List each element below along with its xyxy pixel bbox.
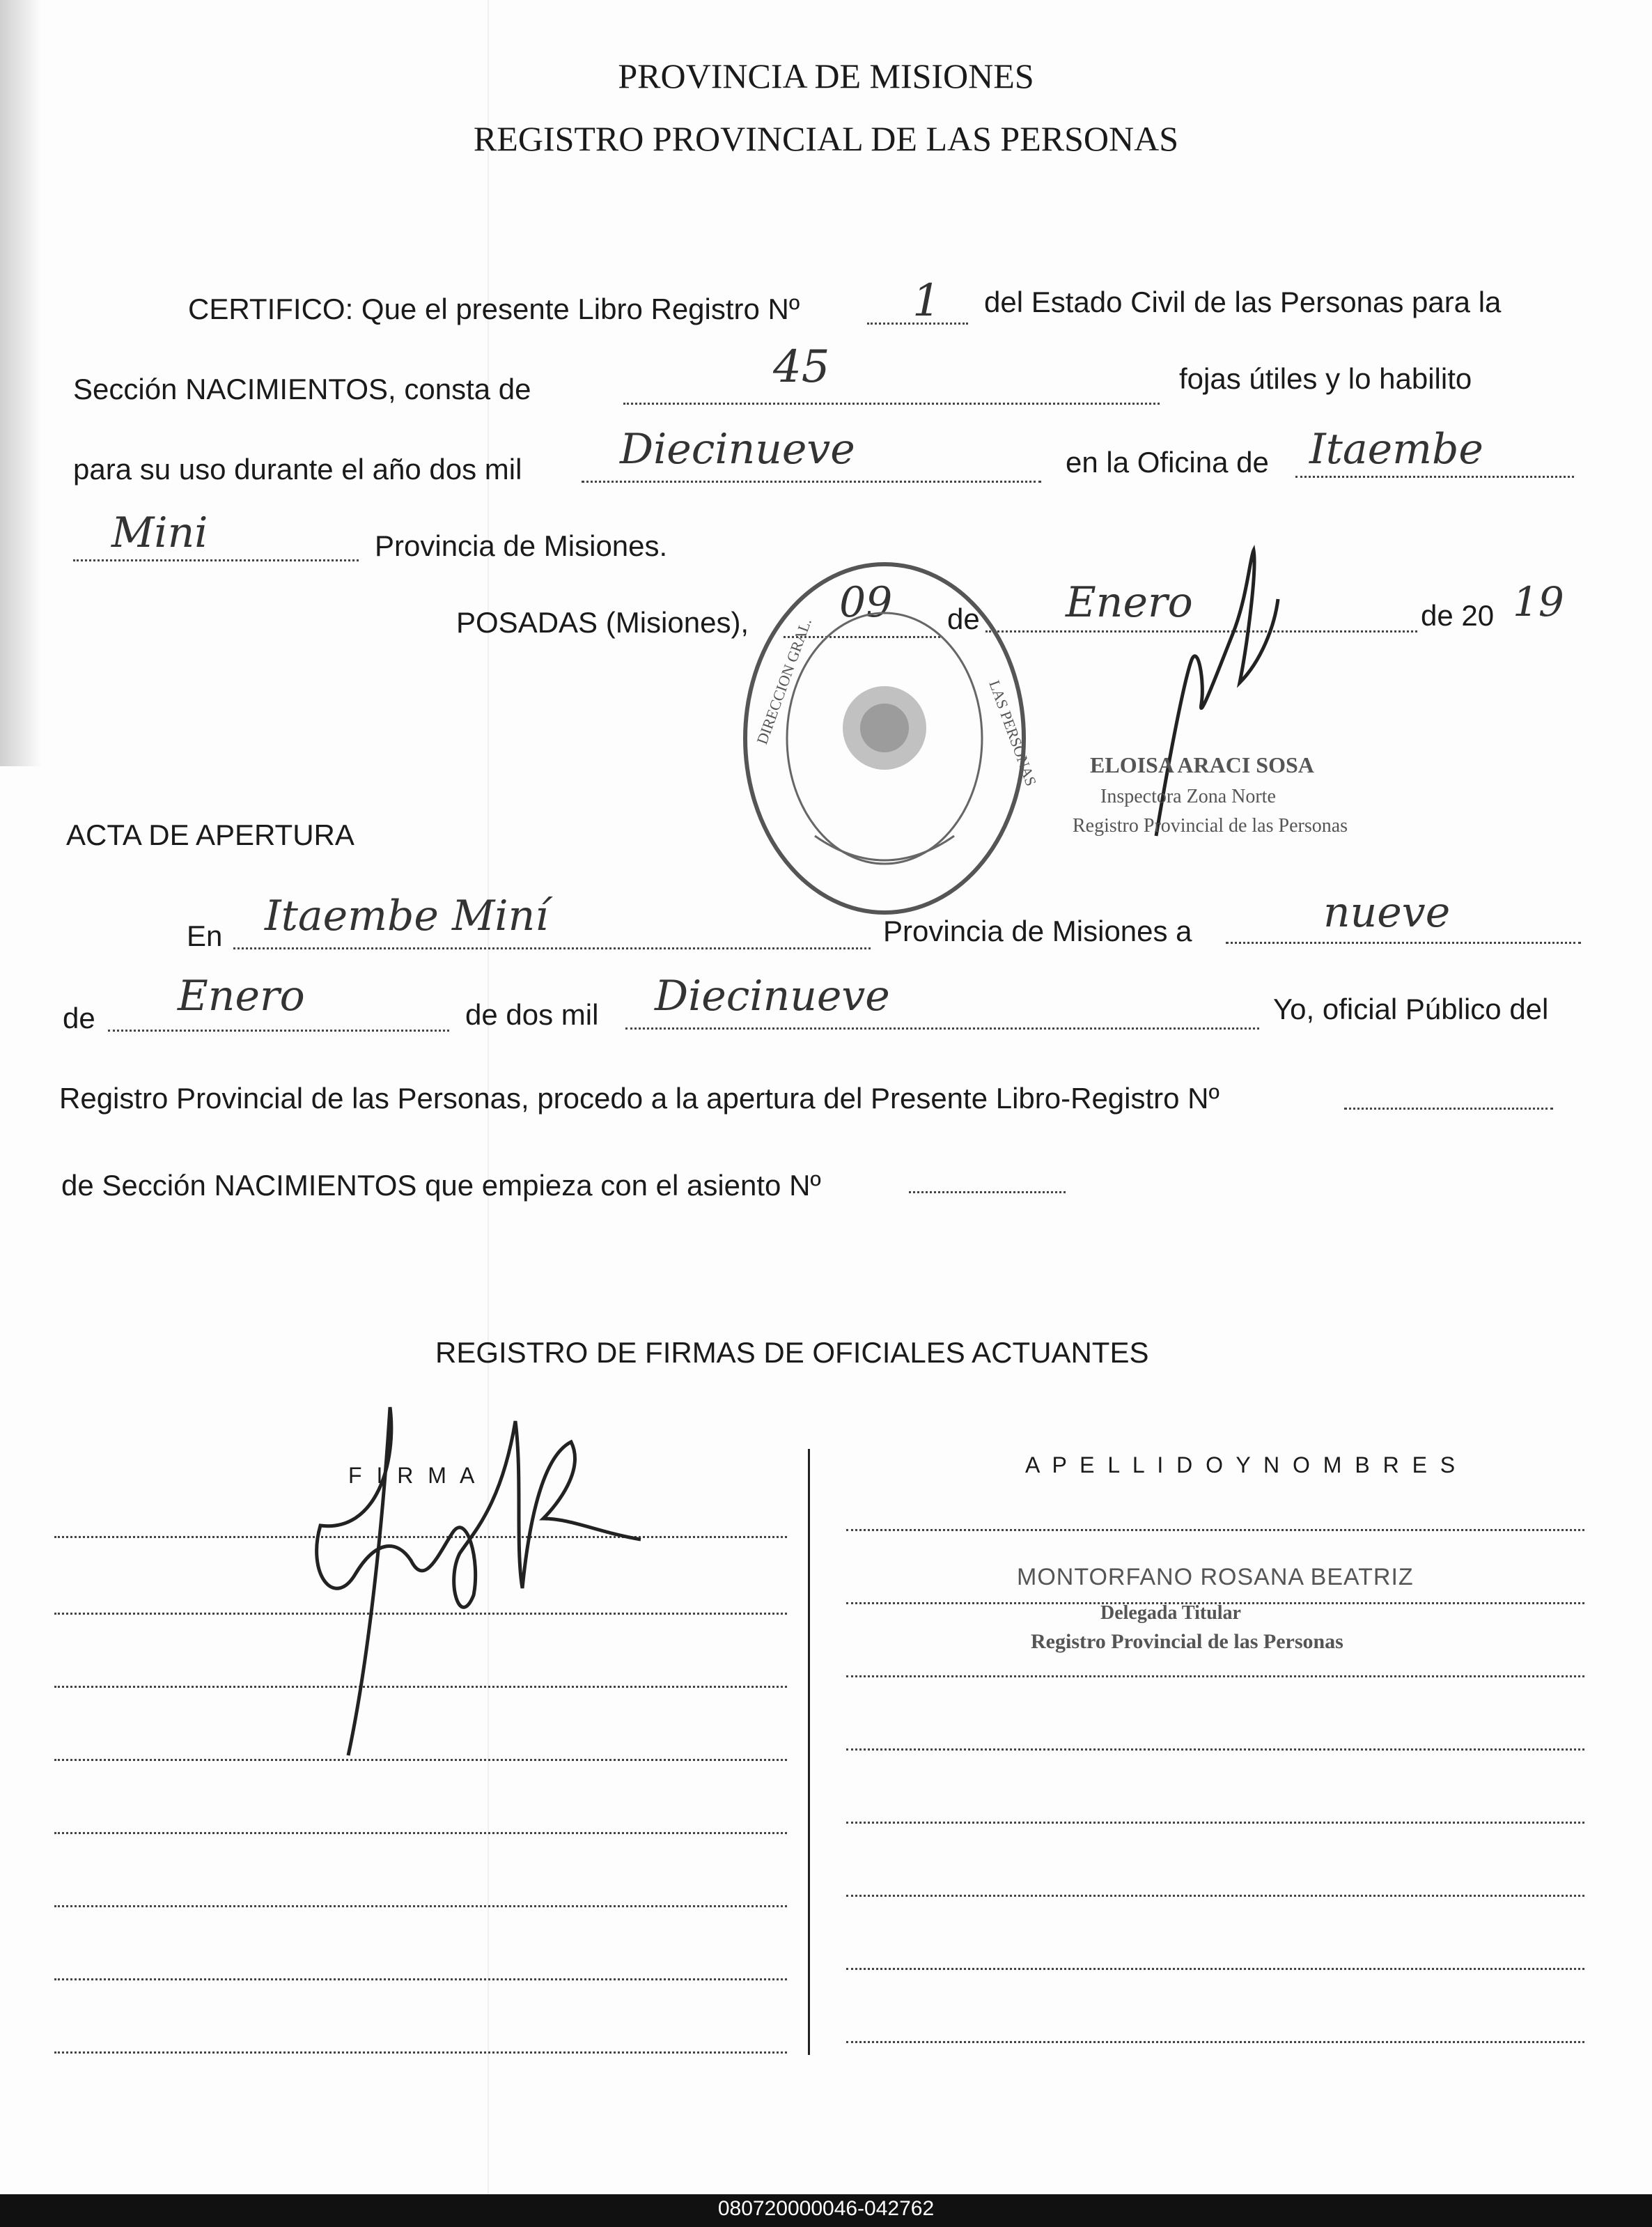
scan-shadow — [0, 0, 42, 766]
acta-line-2-mid: de dos mil — [465, 998, 599, 1031]
inspector-stamp-org: Registro Provincial de las Personas — [1073, 815, 1348, 837]
dotline-day-text — [1226, 942, 1581, 944]
apellido-row-8 — [846, 2041, 1584, 2043]
posadas-de: de — [947, 603, 980, 635]
header-province: PROVINCIA DE MISIONES — [618, 56, 1034, 95]
firma-row-8 — [54, 2051, 787, 2054]
acta-line-2-start: de — [63, 1002, 95, 1034]
handwritten-year: Diecinueve — [620, 425, 855, 474]
footer-code: 080720000046-042762 — [717, 2197, 935, 2220]
handwritten-libro-num: 1 — [912, 275, 941, 327]
acta-line-4: de Sección NACIMIENTOS que empieza con el asiento Nº — [61, 1169, 821, 1202]
certifico-line-3-mid: en la Oficina de — [1066, 446, 1269, 479]
delegate-stamp-name: MONTORFANO ROSANA BEATRIZ — [1017, 1564, 1414, 1590]
handwritten-fojas: 45 — [773, 341, 830, 393]
dotline-fojas — [623, 403, 1160, 405]
acta-title: ACTA DE APERTURA — [66, 818, 354, 851]
acta-line-1-mid: Provincia de Misiones a — [883, 915, 1192, 947]
dotline-libro-num-acta — [1344, 1108, 1553, 1110]
apellido-row-5 — [846, 1822, 1584, 1824]
handwritten-office-cont: Mini — [111, 509, 208, 557]
posadas-de20: de 20 — [1421, 599, 1495, 632]
firmas-col-firma: F I R M A — [348, 1463, 479, 1488]
firma-row-6 — [54, 1905, 787, 1907]
inspector-stamp-name: ELOISA ARACI SOSA — [1090, 752, 1314, 777]
handwritten-day: 09 — [839, 578, 893, 627]
handwritten-office: Itaembe — [1309, 425, 1483, 474]
certifico-line-3-start: para su uso durante el año dos mil — [73, 453, 522, 486]
certifico-line-2-end: fojas útiles y lo habilito — [1179, 362, 1472, 395]
signature-delegate — [293, 1379, 655, 1769]
apellido-row-3 — [846, 1675, 1584, 1677]
handwritten-acta-month: Enero — [178, 972, 305, 1021]
handwritten-year-short: 19 — [1513, 578, 1564, 626]
firma-row-5 — [54, 1832, 787, 1834]
handwritten-acta-year: Diecinueve — [655, 972, 890, 1021]
firmas-column-divider — [808, 1449, 810, 2055]
apellido-row-1 — [846, 1529, 1584, 1531]
firma-row-7 — [54, 1978, 787, 1980]
dotline-office-cont — [73, 559, 359, 561]
acta-line-3: Registro Provincial de las Personas, procedo a la apertura del Presente Libro-Registro Nº — [59, 1082, 1219, 1115]
apellido-row-7 — [846, 1968, 1584, 1970]
delegate-stamp-org: Registro Provincial de las Personas — [1031, 1630, 1343, 1653]
acta-line-1-start: En — [187, 919, 223, 952]
dotline-asiento — [909, 1191, 1066, 1193]
certifico-line-1-end: del Estado Civil de las Personas para la — [984, 286, 1502, 318]
firmas-col-apellido: A P E L L I D O Y N O M B R E S — [1025, 1452, 1459, 1477]
certifico-line-4-end: Provincia de Misiones. — [375, 529, 668, 562]
delegate-stamp-title: Delegada Titular — [1100, 1602, 1241, 1624]
firmas-title: REGISTRO DE FIRMAS DE OFICIALES ACTUANTES — [435, 1336, 1149, 1369]
posadas-label: POSADAS (Misiones), — [456, 606, 749, 639]
dotline-acta-year — [625, 1027, 1259, 1030]
certifico-line-1-start: CERTIFICO: Que el presente Libro Registro Nº — [188, 293, 800, 325]
svg-text:DIRECCION GRAL.: DIRECCION GRAL. — [753, 615, 815, 747]
dotline-place — [233, 947, 871, 949]
official-seal — [738, 557, 1041, 919]
handwritten-month: Enero — [1066, 578, 1193, 627]
inspector-stamp-title: Inspectora Zona Norte — [1100, 786, 1276, 807]
header-registry: REGISTRO PROVINCIAL DE LAS PERSONAS — [473, 119, 1179, 158]
svg-text:LAS PERSONAS: LAS PERSONAS — [985, 678, 1041, 789]
dotline-year — [582, 481, 1041, 483]
handwritten-place: Itaembe Miní — [265, 892, 549, 940]
apellido-row-6 — [846, 1895, 1584, 1897]
handwritten-day-text: nueve — [1323, 888, 1451, 937]
acta-line-2-end: Yo, oficial Público del — [1273, 993, 1549, 1025]
apellido-row-4 — [846, 1748, 1584, 1751]
certifico-line-2-start: Sección NACIMIENTOS, consta de — [73, 373, 531, 405]
dotline-office — [1295, 476, 1574, 478]
dotline-acta-month — [108, 1030, 449, 1032]
